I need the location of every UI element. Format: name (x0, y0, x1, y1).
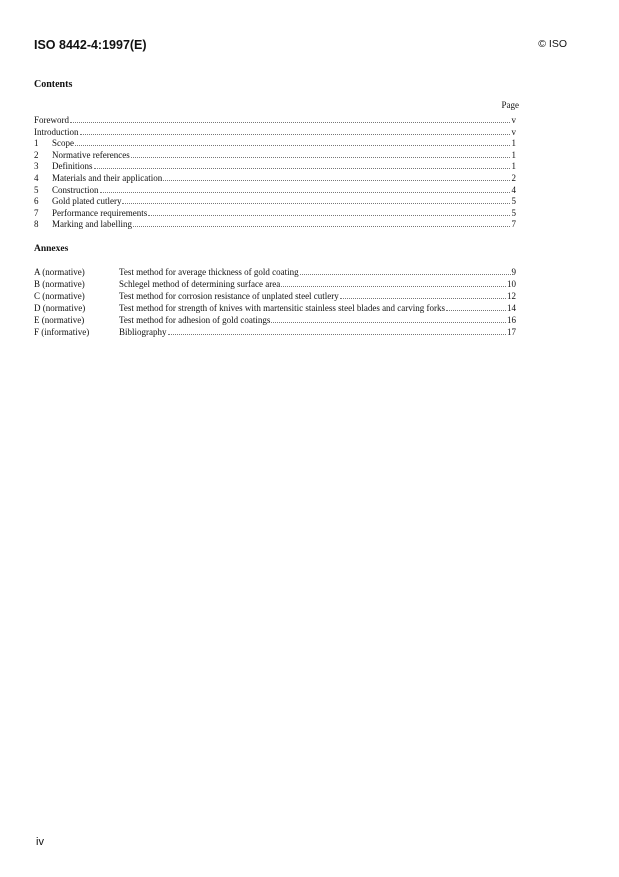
page-number: iv (36, 836, 44, 848)
annex-label: D (normative) (34, 303, 86, 313)
annex-page: 10 (507, 279, 516, 289)
annex-page: 17 (507, 327, 516, 337)
toc-entry-marking-and-labelling[interactable] (34, 218, 516, 230)
page-column-label: Page (501, 100, 519, 110)
toc-entry-page: 1 (511, 138, 516, 149)
toc-entry-page: 5 (511, 196, 516, 207)
annex-label: C (normative) (34, 291, 85, 301)
annex-title: Bibliography (119, 327, 167, 337)
toc-entry-normative-references[interactable] (34, 149, 516, 161)
dot-leader (300, 266, 511, 275)
toc-entry-scope[interactable] (34, 137, 516, 149)
toc-entry-title: Scope (52, 138, 74, 149)
annex-entry-a[interactable] (34, 266, 516, 278)
toc-entry-page: 2 (511, 172, 516, 183)
toc-entry-page: 1 (511, 149, 516, 160)
toc-entry-page: 7 (511, 219, 516, 230)
document-identifier: ISO 8442-4:1997(E) (34, 38, 147, 52)
dot-leader (446, 302, 506, 311)
toc-entry-number: 3 (34, 161, 39, 172)
annex-label: F (informative) (34, 327, 90, 337)
toc-entry-page: 5 (511, 207, 516, 218)
dot-leader (100, 184, 511, 193)
toc-entry-performance-requirements[interactable] (34, 207, 516, 219)
toc-entry-title: Marking and labelling (52, 219, 132, 230)
annex-title: Test method for average thickness of gold coating (119, 267, 299, 277)
dot-leader (340, 290, 506, 299)
annex-entry-c[interactable] (34, 290, 516, 302)
toc-entry-page: v (511, 115, 516, 125)
annex-entry-f[interactable] (34, 326, 516, 338)
toc-entry-title: Normative references (52, 149, 130, 160)
annex-label: E (normative) (34, 315, 85, 325)
dot-leader (122, 195, 510, 204)
toc-entry-definitions[interactable] (34, 160, 516, 172)
toc-entry-number: 8 (34, 219, 39, 230)
annex-label: A (normative) (34, 267, 85, 277)
dot-leader (94, 160, 511, 169)
dot-leader (75, 137, 510, 146)
annexes-list (34, 266, 516, 338)
toc-entry-foreword[interactable] (34, 114, 516, 126)
dot-leader (271, 314, 506, 323)
contents-heading: Contents (34, 79, 73, 90)
table-of-contents (34, 114, 516, 230)
annex-label: B (normative) (34, 279, 85, 289)
toc-entry-page: v (511, 126, 516, 137)
toc-entry-page: 4 (511, 184, 516, 195)
toc-entry-construction[interactable] (34, 184, 516, 196)
dot-leader (133, 218, 510, 227)
dot-leader (70, 114, 510, 123)
annex-title: Test method for adhesion of gold coatings (119, 315, 271, 325)
dot-leader (168, 326, 507, 335)
toc-entry-title: Foreword (34, 115, 69, 125)
toc-entry-title: Construction (52, 184, 99, 195)
annex-page: 16 (507, 315, 516, 325)
toc-entry-number: 6 (34, 196, 39, 207)
toc-entry-title: Performance requirements (52, 207, 148, 218)
toc-entry-page: 1 (511, 161, 516, 172)
annex-entry-d[interactable] (34, 302, 516, 314)
dot-leader (163, 172, 510, 181)
toc-entry-title: Definitions (52, 161, 93, 172)
dot-leader (148, 207, 510, 216)
annex-page: 14 (507, 303, 516, 313)
annex-title: Test method for strength of knives with martensitic stainless steel blades and carving forks (119, 303, 446, 313)
dot-leader (80, 126, 511, 135)
annex-entry-e[interactable] (34, 314, 516, 326)
annex-title: Test method for corrosion resistance of unplated steel cutlery (119, 291, 339, 301)
toc-entry-title: Gold plated cutlery (52, 196, 122, 207)
toc-entry-number: 7 (34, 207, 39, 218)
toc-entry-number: 4 (34, 172, 39, 183)
dot-leader (281, 278, 506, 287)
annex-page: 9 (511, 267, 516, 277)
annex-page: 12 (507, 291, 516, 301)
copyright-notice: © ISO (538, 38, 567, 50)
toc-entry-number: 1 (34, 138, 39, 149)
dot-leader (131, 149, 510, 158)
annex-title: Schlegel method of determining surface area (119, 279, 281, 289)
annexes-heading: Annexes (34, 244, 69, 254)
toc-entry-materials[interactable] (34, 172, 516, 184)
toc-entry-gold-plated-cutlery[interactable] (34, 195, 516, 207)
toc-entry-title: Introduction (34, 126, 79, 137)
toc-entry-introduction[interactable] (34, 126, 516, 138)
toc-entry-title: Materials and their application (52, 172, 163, 183)
toc-entry-number: 5 (34, 184, 39, 195)
toc-entry-number: 2 (34, 149, 39, 160)
annex-entry-b[interactable] (34, 278, 516, 290)
